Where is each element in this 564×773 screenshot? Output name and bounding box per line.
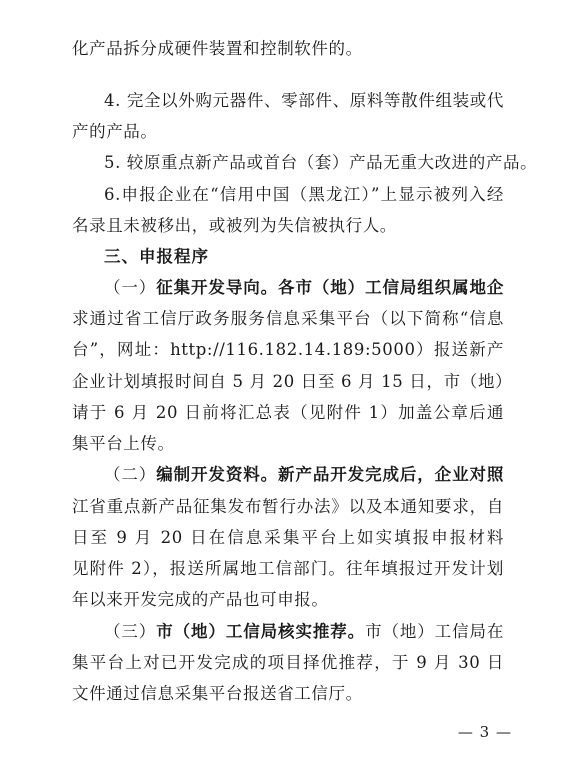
text-line: 4. 完全以外购元器件、零部件、原料等散件组装或代: [104, 91, 504, 110]
text-line: 求通过省工信厅政务服务信息采集平台（以下简称“信息: [72, 309, 504, 328]
item-title: 征集开发导向。各市（地）工信局组织属地企: [156, 278, 504, 297]
item-title: 编制开发资料。新产品开发完成后，企业对照: [156, 465, 504, 484]
text-line: 产的产品。: [72, 122, 158, 141]
text-line: 集平台上传。: [72, 434, 175, 453]
text-line: 见附件 2），报送所属地工信部门。往年填报过开发计划: [72, 559, 504, 578]
text-line: 集平台上对已开发完成的项目择优推荐，于 9 月 30 日: [72, 653, 504, 672]
text-line: 5. 较原重点新产品或首台（套）产品无重大改进的产品。: [104, 153, 538, 172]
item-title: 市（地）工信局核实推荐。: [156, 622, 366, 641]
text-line: 请于 6 月 20 日前将汇总表（见附件 1）加盖公章后通: [72, 403, 504, 422]
text-line: 年以来开发完成的产品也可申报。: [72, 590, 329, 609]
text-line: [104, 277, 504, 299]
item-prefix: （二）: [104, 465, 157, 484]
text-line: 文件通过信息采集平台报送省工信厅。: [72, 684, 363, 703]
text-line: 江省重点新产品征集发布暂行办法》以及本通知要求，自: [72, 497, 504, 516]
item-text: 市（地）工信局在: [365, 622, 504, 641]
text-line: [104, 621, 504, 643]
text-line: 企业计划填报时间自 5 月 20 日至 6 月 15 日，市（地）: [72, 372, 504, 391]
page-number: — 3 —: [457, 723, 512, 741]
text-line: 化产品拆分成硬件装置和控制软件的。: [72, 39, 363, 58]
text-line: [104, 464, 504, 486]
item-prefix: （三）: [104, 622, 157, 641]
text-line: 台”，网址：http://116.182.14.189:5000）报送新产: [72, 340, 504, 359]
text-line: 日至 9 月 20 日在信息采集平台上如实填报申报材料: [72, 528, 504, 547]
text-line: 6.申报企业在“信用中国（黑龙江）”上显示被列入经: [104, 185, 504, 204]
item-prefix: （一）: [104, 278, 157, 297]
section-heading: 三、申报程序: [104, 247, 209, 266]
text-line: 名录且未被移出，或被列为失信被执行人。: [72, 216, 397, 235]
